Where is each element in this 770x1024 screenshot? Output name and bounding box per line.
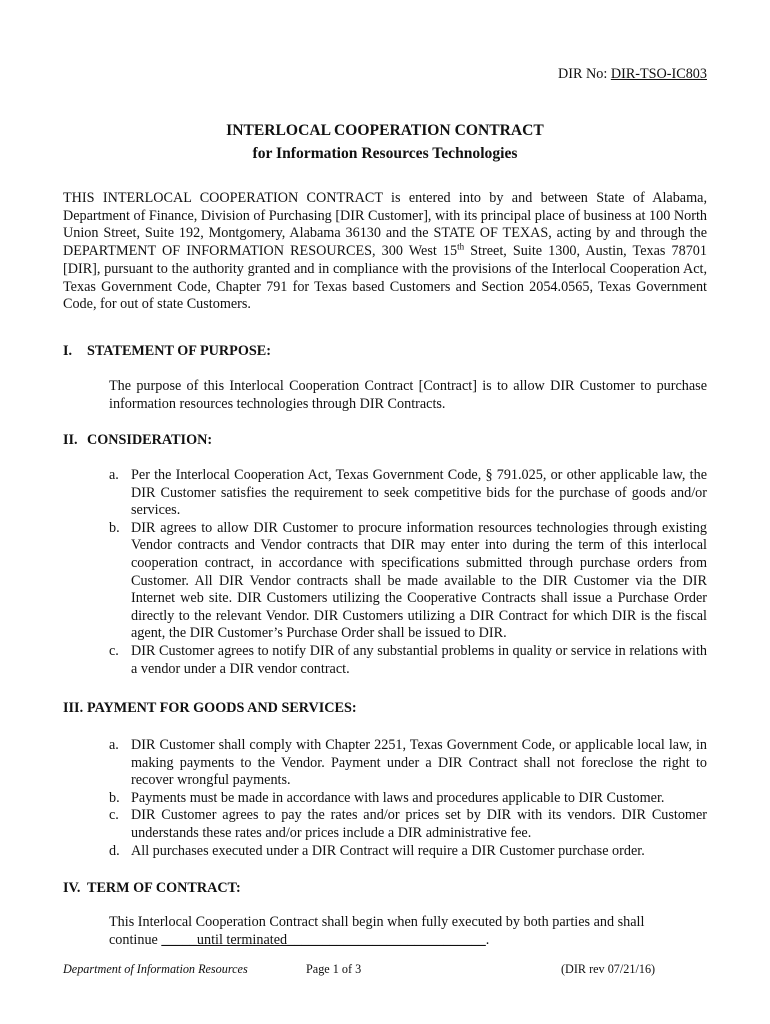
document-title: INTERLOCAL COOPERATION CONTRACT [226,122,544,139]
list-item-text: Payments must be made in accordance with laws and procedures applicable to DIR Customer. [131,789,665,806]
list-letter: c. [109,807,119,824]
list-item [109,790,707,808]
document-subtitle: for Information Resources Technologies [252,145,518,162]
consideration-list [109,467,707,678]
section-heading-term [63,880,241,896]
intro-part-2: Street, Suite 1300, Austin, Texas 78701 [DIR], pursuant to the authority granted and in compliance with the provisions of the Interlocal Cooperation Act, Texas Government Code, Chapter 791 for Texas based Customers and Section 2054.0565, Texas Government Code, for out of state Customers. [63,243,707,313]
intro-paragraph [63,190,707,314]
term-line-1: This Interlocal Cooperation Contract shall begin when fully executed by both parties and shall [109,914,645,930]
list-letter: b. [109,789,120,806]
section-heading-consideration [63,432,212,448]
purpose-paragraph: The purpose of this Interlocal Cooperation Contract [Contract] is to allow DIR Customer to purchase information resources technologies through DIR Contracts. [109,378,707,412]
list-item-text: All purchases executed under a DIR Contract will require a DIR Customer purchase order. [131,842,645,859]
list-letter: b. [109,519,120,536]
section-title: TERM OF CONTRACT: [87,880,241,896]
dir-number-label: DIR No: [558,66,608,82]
section-number: II. [63,432,78,448]
list-item [109,737,707,790]
section-number: I. [63,343,73,359]
section-heading-purpose [63,343,271,359]
list-item [109,467,707,520]
section-heading-payment [63,700,357,716]
section-number: IV. [63,880,81,896]
section-title: STATEMENT OF PURPOSE: [87,343,271,359]
list-item-text: DIR Customer agrees to notify DIR of any substantial problems in quality or service in relations with a vendor under a DIR vendor contract. [131,642,707,677]
term-prefix: continue [109,931,162,948]
footer-page-number: Page 1 of 3 [306,962,362,976]
list-item [109,643,707,678]
list-item-text: DIR Customer agrees to pay the rates and/or prices set by DIR with its vendors. DIR Customer understands these rates and/or prices include a DIR administrative fee. [131,807,707,841]
footer-revision: (DIR rev 07/21/16) [561,962,656,976]
list-item-text: DIR Customer shall comply with Chapter 2251, Texas Government Code, or applicable local law, in making payments to the Vendor. Payment under a DIR Contract shall not foreclose the right to recover wrongful payments. [131,737,707,789]
dir-number [558,66,707,82]
term-line-2 [109,932,707,950]
list-letter: d. [109,842,120,859]
intro-superscript: th [457,241,465,252]
payment-list [109,737,707,860]
term-fill-in: _____until terminated____________________________ [161,931,486,948]
footer-department: Department of Information Resources [63,962,248,976]
section-title: CONSIDERATION: [87,432,213,448]
dir-number-value: DIR-TSO-IC803 [610,66,707,82]
list-letter: a. [109,737,119,753]
section-title: PAYMENT FOR GOODS AND SERVICES: [87,700,357,716]
list-letter: a. [109,467,119,483]
term-paragraph [109,914,707,949]
intro-part-1: THIS INTERLOCAL COOPERATION CONTRACT is entered into by and between State of Alabama, Department of Finance, Division of Purchasing [DIR Customer], with its principal place of business at 100 North Union Street, Suite 192, Montgomery, Alabama 36130 and the STATE OF TEXAS, acting by and through the DEPARTMENT OF INFORMATION RESOURCES, 300 West 15 [63,190,707,260]
list-item [109,807,707,842]
list-item [109,520,707,643]
list-item-text: Per the Interlocal Cooperation Act, Texas Government Code, § 791.025, or other applicable law, the DIR Customer satisfies the requirement to seek competitive bids for the purchase of goods and/or services. [131,467,707,519]
list-item [109,843,707,861]
section-number: III. [63,700,84,716]
list-letter: c. [109,642,119,659]
term-end: . [485,931,490,948]
list-item-text: DIR agrees to allow DIR Customer to procure information resources technologies through existing Vendor contracts and Vendor contracts that DIR may enter into during the term of this interlocal cooperation contract, in accordance with specifications submitted through purchase orders from Customer. All DIR Vendor contracts shall be made available to the DIR Customer via the DIR Internet web site. DIR Customers utilizing the Cooperative Contracts shall issue a Purchase Order directly to the relevant Vendor. DIR Customers utilizing a DIR Contract for which DIR is the fiscal agent, the DIR Customer’s Purchase Order shall be issued to DIR. [131,519,707,642]
